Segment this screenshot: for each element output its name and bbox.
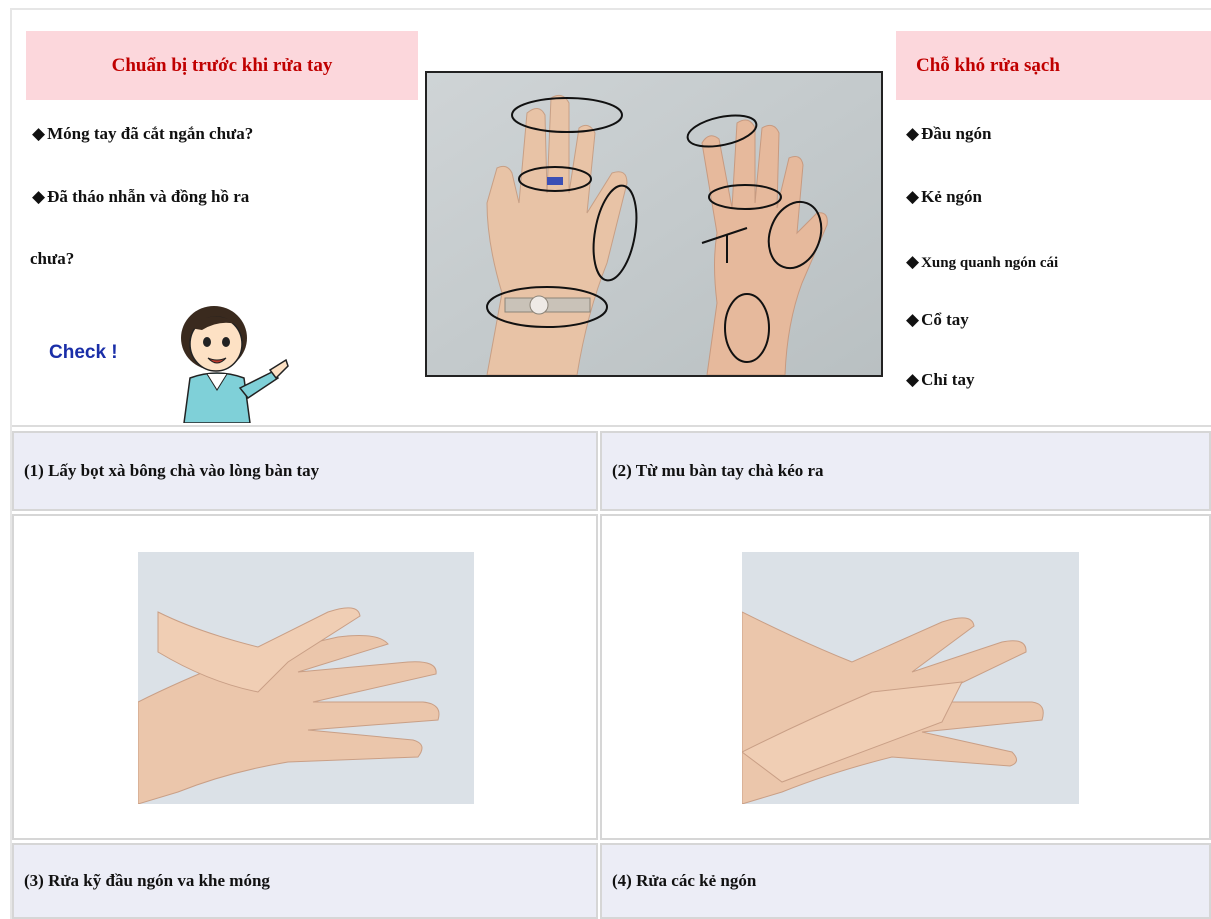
- hands-marked-photo: [425, 71, 883, 377]
- step-3-label: (3) Rửa kỹ đầu ngón va khe móng: [24, 871, 270, 890]
- hard-spot-item: ◆ Cổ tay: [906, 310, 969, 329]
- prep-title: Chuẩn bị trước khi rửa tay: [111, 54, 333, 76]
- diamond-bullet-icon: ◆: [906, 252, 920, 271]
- hard-spot-item: ◆ Đầu ngón: [906, 124, 992, 143]
- step-photo-cell: [600, 514, 1211, 840]
- diamond-bullet-icon: ◆: [906, 370, 920, 389]
- diamond-bullet-icon: ◆: [32, 187, 46, 206]
- hard-spot-item: ◆ Chỉ tay: [906, 370, 975, 389]
- cartoon-girl-pointing-icon: [162, 298, 292, 423]
- step-4-label: (4) Rửa các kẻ ngón: [612, 871, 757, 890]
- diamond-bullet-icon: ◆: [906, 124, 920, 143]
- diamond-bullet-icon: ◆: [32, 124, 46, 143]
- step-2-photo: [742, 552, 1079, 804]
- hard-spot-item: ◆ Xung quanh ngón cái: [906, 252, 1059, 271]
- prep-header: [26, 31, 418, 100]
- prep-item: ◆ Đã tháo nhẫn và đồng hồ ra: [32, 187, 250, 206]
- hard-spot-item: ◆ Kẻ ngón: [906, 187, 983, 206]
- step-1-label: (1) Lấy bọt xà bông chà vào lòng bàn tay: [24, 461, 320, 480]
- prep-item-continuation: chưa?: [30, 249, 75, 268]
- step-2-label: (2) Từ mu bàn tay chà kéo ra: [612, 461, 824, 480]
- step-label-cell: [600, 431, 1211, 511]
- prep-item: ◆ Móng tay đã cắt ngắn chưa?: [32, 124, 254, 143]
- check-label: Check !: [49, 342, 118, 363]
- diamond-bullet-icon: ◆: [906, 187, 920, 206]
- hard-spots-title: Chỗ khó rửa sạch: [916, 54, 1060, 76]
- hands-photo-illustration: [427, 73, 881, 375]
- diamond-bullet-icon: ◆: [906, 310, 920, 329]
- step-label-cell: [600, 843, 1211, 919]
- step-1-photo: [138, 552, 474, 804]
- hard-spots-header: [896, 31, 1211, 100]
- step-photo-cell: [12, 514, 598, 840]
- step-label-cell: [12, 843, 598, 919]
- step-label-cell: [12, 431, 598, 511]
- preparation-section: [12, 12, 1211, 427]
